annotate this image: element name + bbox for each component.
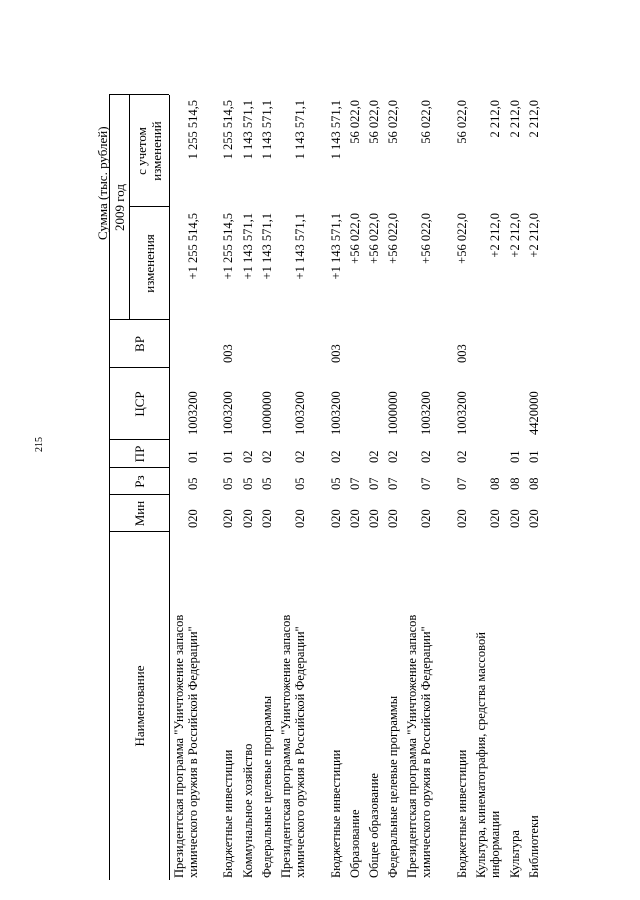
cell-name: Бюджетные инвестиции [329, 749, 343, 878]
cell-rz: 05 [329, 477, 343, 490]
cell-rz: 07 [455, 477, 469, 490]
cell-change: +2 212,0 [527, 213, 541, 258]
cell-pr: 02 [260, 450, 274, 463]
cell-vr: 003 [455, 344, 469, 363]
cell-change: +1 255 514,5 [221, 213, 235, 280]
page-number: 215 [34, 437, 45, 452]
cell-pr: 02 [419, 450, 433, 463]
cell-total: 56 022,0 [348, 100, 362, 144]
cell-name: Образование [348, 809, 362, 878]
cell-total: 56 022,0 [367, 100, 381, 144]
cell-csr: 1000000 [260, 391, 274, 435]
units-label: Сумма (тыс. рублей) [95, 126, 110, 240]
cell-min: 020 [348, 509, 362, 528]
cell-vr: 003 [329, 344, 343, 363]
cell-name: Федеральные целевые программы [260, 695, 274, 878]
cell-pr: 01 [508, 450, 522, 463]
cell-name: Культура, кинематография, средства массовой информации [474, 632, 502, 878]
cell-change: +1 143 571,1 [293, 213, 307, 280]
cell-total: 2 212,0 [508, 100, 522, 138]
header-year: 2009 год [111, 184, 127, 231]
cell-rz: 05 [241, 477, 255, 490]
cell-min: 020 [455, 509, 469, 528]
cell-rz: 08 [527, 477, 541, 490]
cell-change: +56 022,0 [367, 213, 381, 264]
cell-pr: 02 [241, 450, 255, 463]
cell-change: +56 022,0 [419, 213, 433, 264]
cell-pr: 02 [329, 450, 343, 463]
header-with-changes: с учетом изменений [134, 121, 164, 181]
cell-rz: 07 [367, 477, 381, 490]
header-pr: ПР [131, 445, 147, 463]
cell-rz: 07 [419, 477, 433, 490]
cell-csr: 1000000 [386, 391, 400, 435]
cell-change: +1 143 571,1 [260, 213, 274, 280]
cell-change: +2 212,0 [488, 213, 502, 258]
cell-csr: 1003200 [293, 391, 307, 435]
cell-total: 1 255 514,5 [221, 100, 235, 160]
cell-rz: 07 [386, 477, 400, 490]
cell-name: Президентская программа "Уничтожение запасов химического оружия в Российской Федерации" [279, 614, 307, 878]
cell-name: Общее образование [367, 773, 381, 878]
cell-total: 2 212,0 [527, 100, 541, 138]
cell-total: 1 143 571,1 [293, 100, 307, 160]
cell-min: 020 [527, 509, 541, 528]
cell-pr: 02 [455, 450, 469, 463]
cell-min: 020 [221, 509, 235, 528]
cell-change: +1 143 571,1 [241, 213, 255, 280]
cell-min: 020 [241, 509, 255, 528]
header-min: Мин [131, 500, 147, 527]
cell-total: 1 143 571,1 [241, 100, 255, 160]
cell-name: Культура [508, 830, 522, 878]
rotated-table-page [95, 80, 595, 880]
cell-change: +56 022,0 [455, 213, 469, 264]
cell-name: Бюджетные инвестиции [221, 749, 235, 878]
cell-vr: 003 [221, 344, 235, 363]
cell-total: 56 022,0 [419, 100, 433, 144]
cell-pr: 01 [527, 450, 541, 463]
cell-csr: 1003200 [221, 391, 235, 435]
cell-total: 1 255 514,5 [186, 100, 200, 160]
cell-min: 020 [386, 509, 400, 528]
cell-rz: 07 [348, 477, 362, 490]
cell-csr: 1003200 [455, 391, 469, 435]
cell-name: Библиотеки [527, 815, 541, 878]
cell-pr: 01 [186, 450, 200, 463]
cell-min: 020 [186, 509, 200, 528]
cell-pr: 01 [221, 450, 235, 463]
cell-rz: 05 [293, 477, 307, 490]
cell-min: 020 [488, 509, 502, 528]
cell-csr: 1003200 [186, 391, 200, 435]
cell-min: 020 [329, 509, 343, 528]
cell-name: Бюджетные инвестиции [455, 749, 469, 878]
cell-name: Президентская программа "Уничтожение запасов химического оружия в Российской Федерации" [405, 614, 433, 878]
header-rz: Рз [131, 475, 147, 488]
cell-min: 020 [367, 509, 381, 528]
cell-pr: 02 [293, 450, 307, 463]
cell-csr: 4420000 [527, 391, 541, 435]
cell-change: +2 212,0 [508, 213, 522, 258]
header-changes: изменения [141, 234, 157, 293]
cell-total: 1 143 571,1 [329, 100, 343, 160]
cell-rz: 08 [508, 477, 522, 490]
cell-min: 020 [260, 509, 274, 528]
cell-pr: 02 [367, 450, 381, 463]
cell-change: +1 255 514,5 [186, 213, 200, 280]
cell-total: 56 022,0 [386, 100, 400, 144]
cell-rz: 05 [260, 477, 274, 490]
cell-total: 56 022,0 [455, 100, 469, 144]
cell-change: +1 143 571,1 [329, 213, 343, 280]
cell-rz: 05 [221, 477, 235, 490]
cell-rz: 08 [488, 477, 502, 490]
cell-csr: 1003200 [419, 391, 433, 435]
cell-total: 1 143 571,1 [260, 100, 274, 160]
header-bottom-border [169, 95, 170, 880]
header-name: Наименование [131, 665, 147, 747]
cell-total: 2 212,0 [488, 100, 502, 138]
cell-csr: 1003200 [329, 391, 343, 435]
cell-min: 020 [293, 509, 307, 528]
header-vr: ВР [131, 336, 147, 352]
cell-rz: 05 [186, 477, 200, 490]
cell-pr: 02 [386, 450, 400, 463]
cell-change: +56 022,0 [348, 213, 362, 264]
cell-name: Коммунальное хозяйство [241, 743, 255, 878]
cell-change: +56 022,0 [386, 213, 400, 264]
cell-min: 020 [508, 509, 522, 528]
cell-name: Президентская программа "Уничтожение запасов химического оружия в Российской Федерации" [172, 614, 200, 878]
header-csr: ЦСР [131, 391, 147, 417]
cell-min: 020 [419, 509, 433, 528]
cell-name: Федеральные целевые программы [386, 695, 400, 878]
